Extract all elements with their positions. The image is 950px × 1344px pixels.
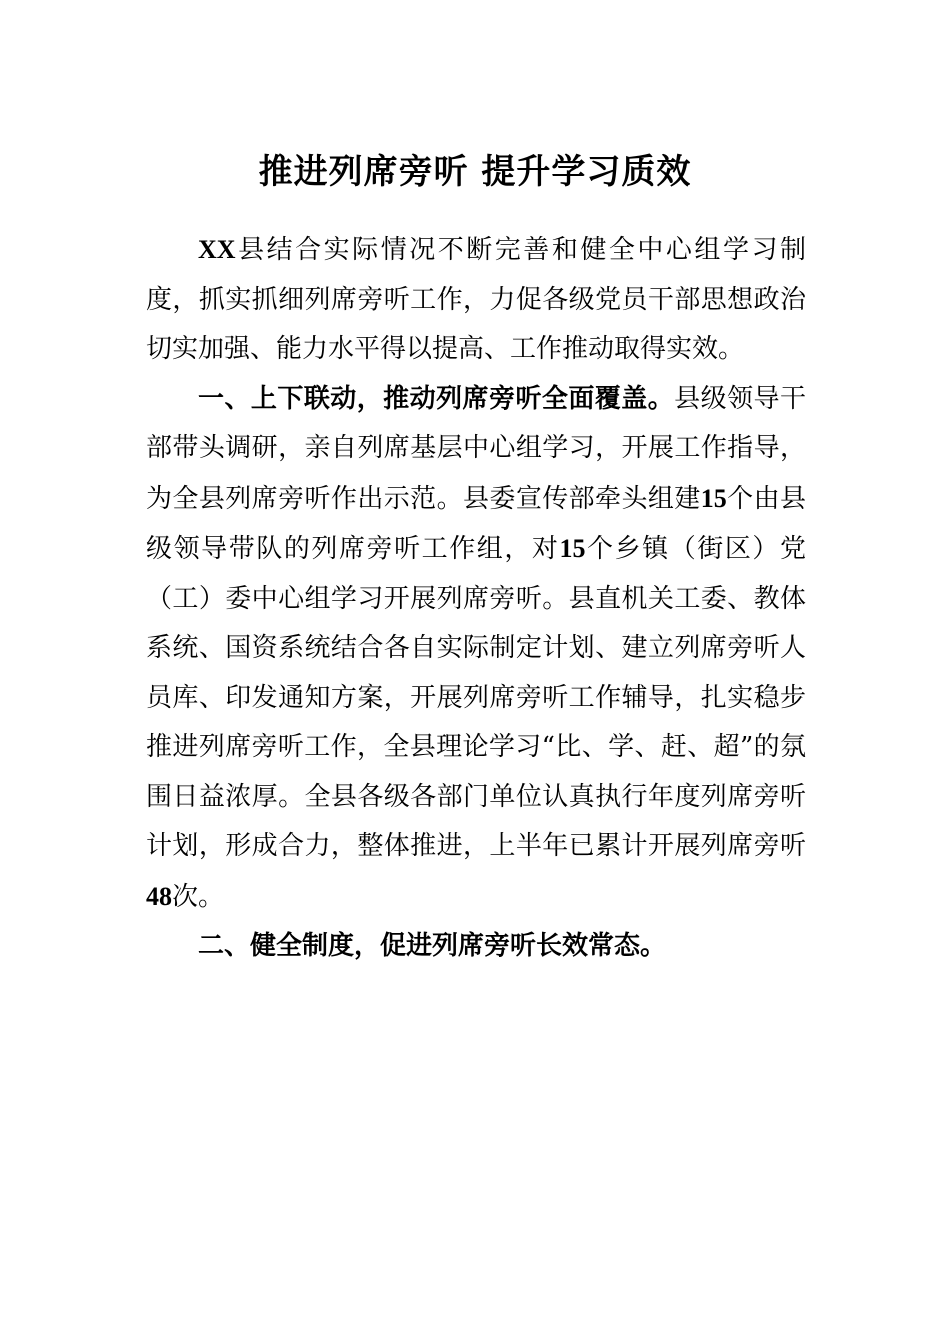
section-1-number-1: 15: [700, 483, 727, 513]
document-body: [146, 225, 806, 972]
section-1-text-part-3: 个乡镇（街区）党（工）委中心组学习开展列席旁听。县直机关工委、教体系统、国资系统结合各自实际制定计划、建立列席旁听人员库、印发通知方案，开展列席旁听工作辅导，扎实稳步推进列席旁听工作，全县理论学习“比、学、赶、超”的氛围日益浓厚。全县各级各部门单位认真执行年度列席旁听计划，形成合力，整体推进，上半年已累计开展列席旁听: [146, 534, 806, 861]
section-2-paragraph: [146, 922, 806, 972]
section-1-paragraph: [146, 375, 806, 923]
section-1-text-part-2: 个由县级领导带队的列席旁听工作组，对: [146, 483, 806, 564]
section-1-heading: 一、上下联动，推动列席旁听全面覆盖。: [198, 383, 675, 414]
section-1-text-part-1: 县级领导干部带头调研，亲自列席基层中心组学习，开展工作指导，为全县列席旁听作出示范。县委宣传部牵头组建: [146, 383, 806, 514]
intro-lead: XX: [198, 235, 236, 264]
section-1-number-2: 15: [559, 534, 586, 563]
section-1-text-part-4: 次。: [172, 881, 225, 912]
section-1-number-3: 48: [146, 881, 172, 911]
document-title: 推进列席旁听 提升学习质效: [258, 152, 692, 192]
intro-text: 县结合实际情况不断完善和健全中心组学习制度，抓实抓细列席旁听工作，力促各级党员干部思想政治切实加强、能力水平得以提高、工作推动取得实效。: [146, 235, 806, 364]
intro-paragraph: [146, 225, 806, 375]
section-2-heading: 二、健全制度，促进列席旁听长效常态。: [198, 931, 667, 961]
